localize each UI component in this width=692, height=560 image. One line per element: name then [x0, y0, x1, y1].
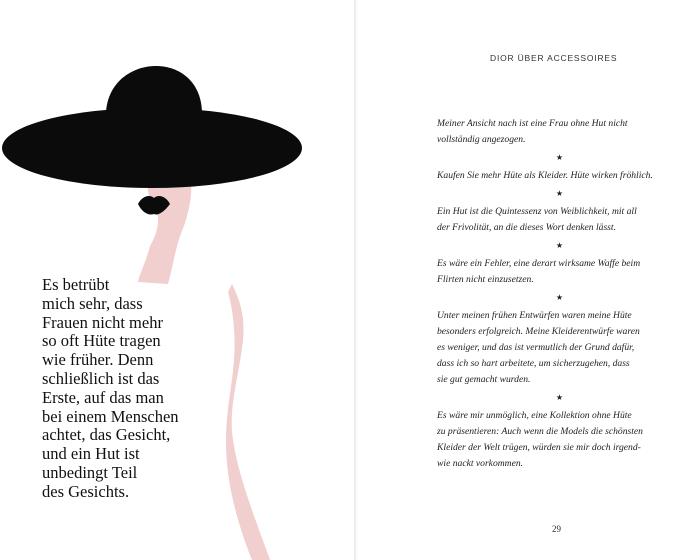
- body-contour: [226, 284, 270, 560]
- star-separator: ★: [555, 293, 564, 302]
- hat-crown: [106, 66, 202, 118]
- left-page-quote: Es betrübt mich sehr, dass Frauen nicht mehr so oft Hüte tragen wie früher. Denn schließlich ist das Erste, auf das man bei einem Menschen achtet, das Gesicht, und ein Hut ist unbedingt Teil des Gesichts.: [42, 275, 179, 501]
- quote-2: Kaufen Sie mehr Hüte als Kleider. Hüte wirken fröhlich.: [437, 170, 653, 181]
- hat-brim: [2, 108, 302, 188]
- star-separator: ★: [555, 393, 564, 402]
- quote-4: Es wäre ein Fehler, eine derart wirksame Waffe beim Flirten nicht einzusetzen.: [437, 258, 641, 285]
- page-number: 29: [552, 524, 561, 534]
- quote-list: [437, 116, 692, 472]
- quote-1: Meiner Ansicht nach ist eine Frau ohne Hut nicht vollständig angezogen.: [437, 118, 628, 145]
- quote-6: Es wäre mir unmöglich, eine Kollektion ohne Hüte zu präsentieren: Auch wenn die Models die schönsten Kleider der Welt trügen, würden sie mir doch irgend- wie nackt vorkommen.: [437, 410, 643, 469]
- star-separator: ★: [555, 153, 564, 162]
- running-head: DIOR ÜBER ACCESSOIRES: [490, 53, 618, 63]
- star-separator: ★: [555, 189, 564, 198]
- quote-3: Ein Hut ist die Quintessenz von Weiblichkeit, mit all der Frivolität, an die dieses Wort denken lässt.: [437, 206, 637, 233]
- quote-5: Unter meinen frühen Entwürfen waren meine Hüte besonders erfolgreich. Meine Kleiderentwürfe waren es weniger, und das ist vermutlich der Grund dafür, dass ich so hart arbeitete, um sicherzugehen, dass sie gut gemacht wurden.: [437, 310, 640, 385]
- star-separator: ★: [555, 241, 564, 250]
- right-page: [358, 0, 692, 560]
